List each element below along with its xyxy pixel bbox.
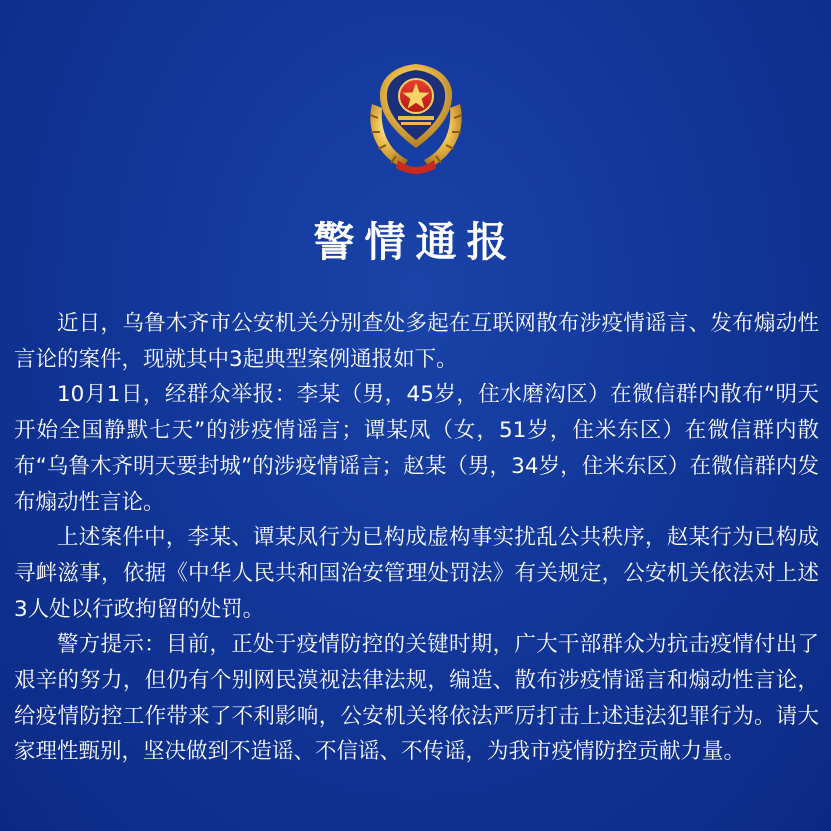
notice-title: 警情通报 bbox=[313, 218, 518, 266]
notice-paragraph-warning: 警方提示：目前，正处于疫情防控的关键时期，广大干部群众为抗击疫情付出了艰辛的努力，但仍有个别网民漠视法律法规，编造、散布涉疫情谣言和煽动性言论，给疫情防控工作带来了不利影响，公安机关将依法严厉打击上述违法犯罪行为。请大家理性甄别，坚决做到不造谣、不信谣、不传谣，为我市疫情防控贡献力量。 bbox=[14, 632, 819, 765]
notice-body bbox=[14, 306, 819, 770]
notice-paragraph-penalty: 上述案件中，李某、谭某凤行为已构成虚构事实扰乱公共秩序，赵某行为已构成寻衅滋事，依据《中华人民共和国治安管理处罚法》有关规定，公安机关依法对上述3人处以行政拘留的处罚。 bbox=[14, 525, 819, 622]
notice-paragraph-intro: 近日，乌鲁木齐市公安机关分别查处多起在互联网散布涉疫情谣言、发布煽动性言论的案件，现就其中3起典型案例通报如下。 bbox=[14, 311, 819, 372]
notice-paragraph-cases: 10月1日，经群众举报：李某（男，45岁，住水磨沟区）在微信群内散布“明天开始全国静默七天”的涉疫情谣言；谭某凤（女，51岁，住米东区）在微信群内散布“乌鲁木齐明天要封城”的涉疫情谣言；赵某（男，34岁，住米东区）在微信群内发布煽动性言论。 bbox=[14, 382, 819, 515]
police-badge-icon bbox=[352, 52, 480, 180]
